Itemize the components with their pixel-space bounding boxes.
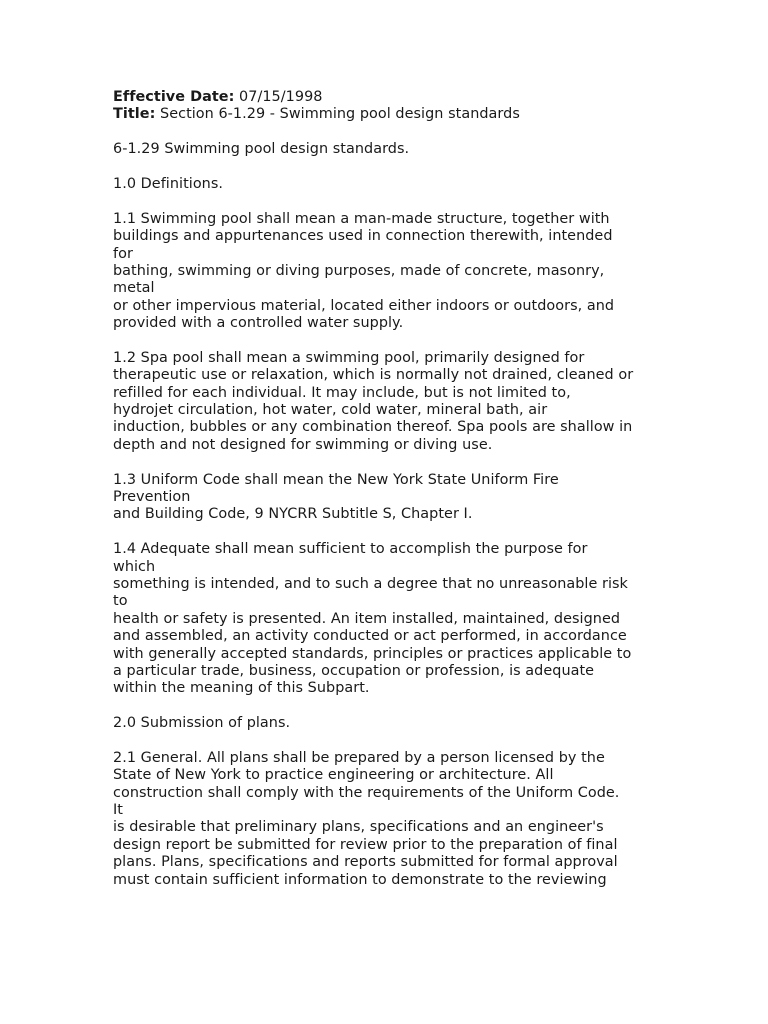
effective-date-value: 07/15/1998 [239, 89, 323, 105]
document-page [113, 89, 673, 889]
effective-date-line [113, 89, 673, 106]
text-line: for [113, 245, 133, 262]
text-line: is desirable that preliminary plans, specifications and an engineer's [113, 819, 604, 836]
title-label: Title: [113, 106, 156, 123]
text-line: and Building Code, 9 NYCRR Subtitle S, Chapter I. [113, 506, 473, 523]
text-line: with generally accepted standards, principles or practices applicable to [113, 645, 632, 662]
text-line: and assembled, an activity conducted or act performed, in accordance [113, 628, 627, 645]
text-line: 1.4 Adequate shall mean sufficient to accomplish the purpose for [113, 541, 588, 558]
text-line: to [113, 593, 128, 610]
text-line: metal [113, 280, 155, 297]
text-line: plans. Plans, specifications and reports submitted for formal approval [113, 854, 618, 871]
text-line: must contain sufficient information to demonstrate to the reviewing [113, 871, 607, 888]
text-line: which [113, 558, 156, 575]
text-line: 1.0 Definitions. [113, 175, 224, 192]
text-line: 2.1 General. All plans shall be prepared by a person licensed by the [113, 749, 605, 766]
text-line: a particular trade, business, occupation or profession, is adequate [113, 662, 595, 679]
text-line: bathing, swimming or diving purposes, made of concrete, masonry, [113, 262, 605, 279]
blank-line [113, 698, 673, 715]
text-line: 1.2 Spa pool shall mean a swimming pool, primarily designed for [113, 349, 585, 366]
text-line: something is intended, and to such a degree that no unreasonable risk [113, 575, 628, 592]
text-line: 1.1 Swimming pool shall mean a man-made structure, together with [113, 210, 610, 227]
blank-line [113, 332, 673, 349]
text-line: refilled for each individual. It may include, but is not limited to, [113, 384, 571, 401]
title-line [113, 106, 673, 123]
document-body [113, 124, 673, 889]
blank-line [113, 159, 673, 176]
text-line: 1.3 Uniform Code shall mean the New York State Uniform Fire [113, 471, 559, 488]
blank-line [113, 124, 673, 141]
text-line: 6-1.29 Swimming pool design standards. [113, 141, 410, 158]
effective-date-label: Effective Date: [113, 89, 235, 105]
text-line: buildings and appurtenances used in connection therewith, intended [113, 228, 613, 245]
text-line: Prevention [113, 488, 191, 505]
blank-line [113, 193, 673, 210]
text-line: or other impervious material, located either indoors or outdoors, and [113, 297, 615, 314]
text-line: induction, bubbles or any combination thereof. Spa pools are shallow in [113, 419, 633, 436]
blank-line [113, 524, 673, 541]
text-line: 2.0 Submission of plans. [113, 715, 291, 732]
text-line: health or safety is presented. An item installed, maintained, designed [113, 610, 621, 627]
text-line: provided with a controlled water supply. [113, 315, 404, 332]
text-line: within the meaning of this Subpart. [113, 680, 370, 697]
text-line: design report be submitted for review prior to the preparation of final [113, 836, 618, 853]
text-line: State of New York to practice engineering or architecture. All [113, 767, 554, 784]
title-value: Section 6-1.29 - Swimming pool design standards [160, 106, 520, 123]
text-line: hydrojet circulation, hot water, cold water, mineral bath, air [113, 402, 548, 419]
text-line: construction shall comply with the requirements of the Uniform Code. [113, 784, 620, 801]
text-line: It [113, 802, 123, 819]
blank-line [113, 732, 673, 749]
text-line: depth and not designed for swimming or diving use. [113, 436, 493, 453]
text-line: therapeutic use or relaxation, which is normally not drained, cleaned or [113, 367, 634, 384]
blank-line [113, 454, 673, 471]
